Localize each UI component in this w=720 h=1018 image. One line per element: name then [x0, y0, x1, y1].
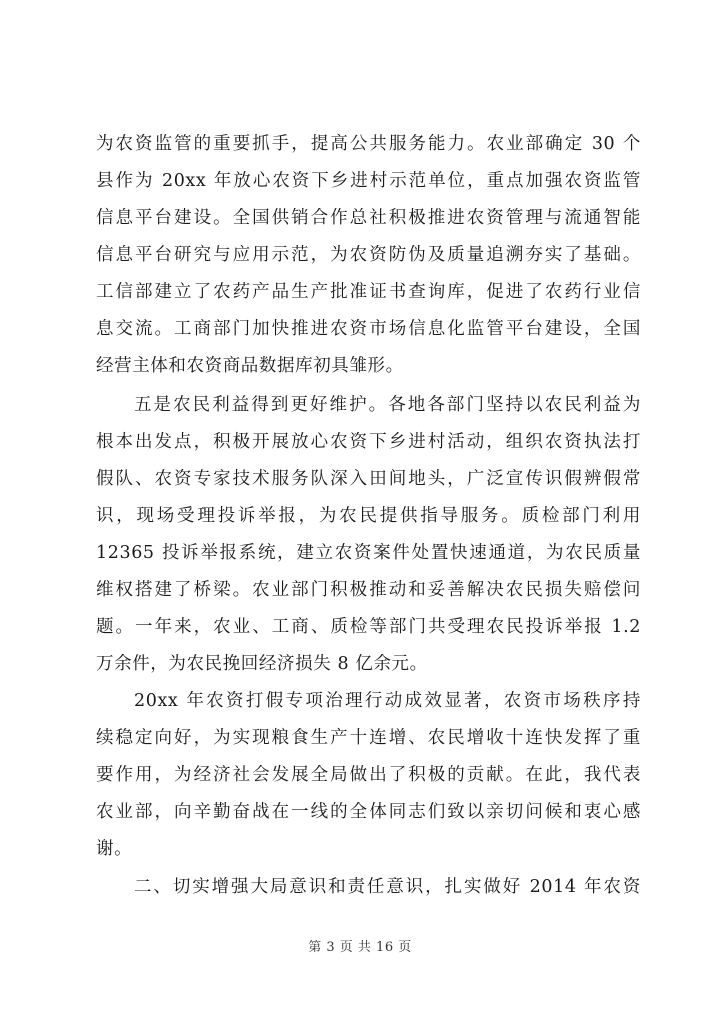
paragraph-2-line-2: 根本出发点，积极开展放心农资下乡进村活动，组织农资执法打	[96, 432, 641, 452]
paragraph-2-line-7: 题。一年来，农业、工商、质检等部门共受理农民投诉举报 1.2	[96, 617, 641, 637]
paragraph-1-line-6: 息交流。工商部门加快推进农资市场信息化监管平台建设，全国	[96, 319, 641, 339]
paragraph-1-line-7: 经营主体和农资商品数据库初具雏形。	[96, 356, 404, 376]
paragraph-2-line-8: 万余件，为农民挽回经济损失 8 亿余元。	[96, 654, 428, 674]
paragraph-2-line-5: 12365 投诉举报系统，建立农资案件处置快速通道，为农民质量	[96, 543, 641, 563]
paragraph-3-line-2: 续稳定向好，为实现粮食生产十连增、农民增收十连快发挥了重	[96, 728, 641, 748]
paragraph-1-line-3: 信息平台建设。全国供销合作总社积极推进农资管理与流通智能	[96, 208, 641, 228]
paragraph-2-line-1: 五是农民利益得到更好维护。各地各部门坚持以农民利益为	[134, 395, 641, 415]
paragraph-2-line-4: 识，现场受理投诉举报，为农民提供指导服务。质检部门利用	[96, 506, 641, 526]
page-number-footer: 第 3 页 共 16 页	[308, 940, 412, 955]
paragraph-2-line-3: 假队、农资专家技术服务队深入田间地头，广泛宣传识假辨假常	[96, 469, 641, 489]
paragraph-1-line-2: 县作为 20xx 年放心农资下乡进村示范单位，重点加强农资监管	[96, 171, 641, 191]
paragraph-3-line-1: 20xx 年农资打假专项治理行动成效显著，农资市场秩序持	[134, 691, 641, 711]
paragraph-1-line-4: 信息平台研究与应用示范，为农资防伪及质量追溯夯实了基础。	[96, 245, 641, 265]
paragraph-3-line-3: 要作用，为经济社会发展全局做出了积极的贡献。在此，我代表	[96, 765, 641, 785]
section-heading-line: 二、切实增强大局意识和责任意识，扎实做好 2014 年农资	[134, 877, 641, 897]
paragraph-1-line-5: 工信部建立了农药产品生产批准证书查询库，促进了农药行业信	[96, 282, 641, 302]
paragraph-3-line-5: 谢。	[96, 839, 133, 859]
paragraph-1-line-1: 为农资监管的重要抓手，提高公共服务能力。农业部确定 30 个	[96, 134, 641, 154]
paragraph-3-line-4: 农业部，向辛勤奋战在一线的全体同志们致以亲切问候和衷心感	[96, 802, 641, 822]
paragraph-2-line-6: 维权搭建了桥梁。农业部门积极推动和妥善解决农民损失赔偿问	[96, 580, 641, 600]
